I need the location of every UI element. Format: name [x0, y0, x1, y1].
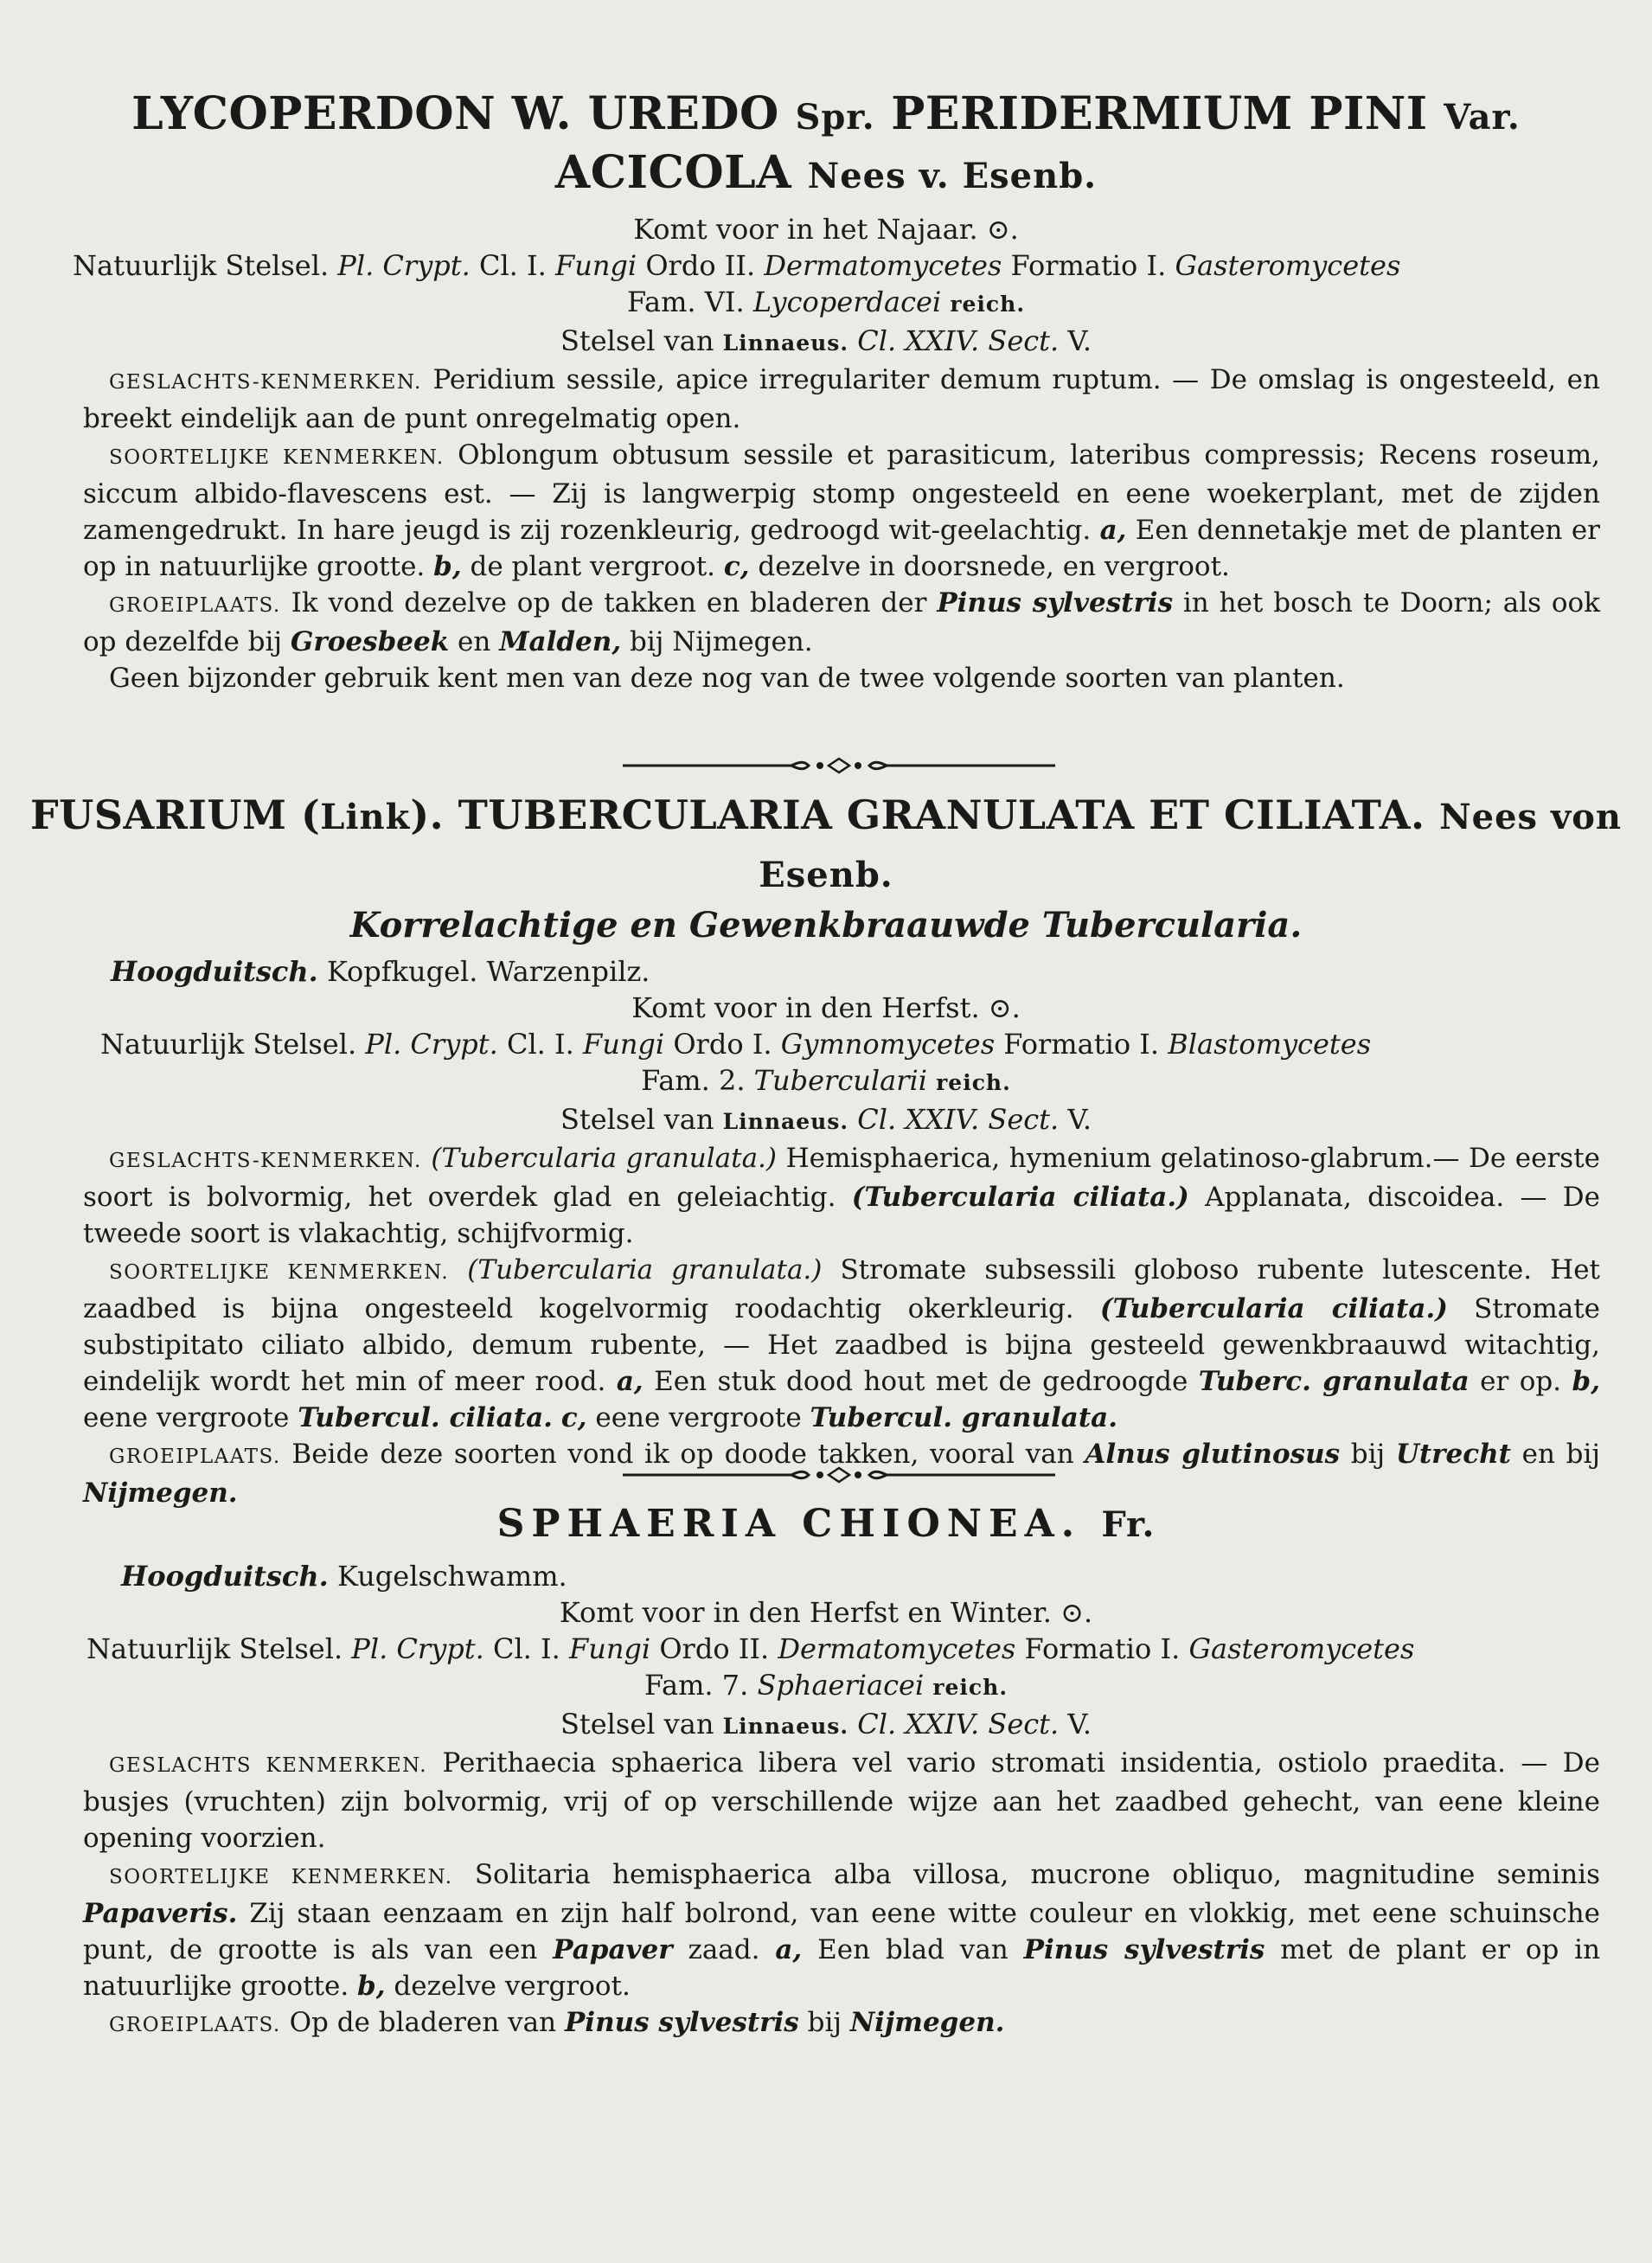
text: Een stuk dood hout met de gedroogde: [654, 1366, 1188, 1397]
text: Stromate subsessili globoso rubente lutescente. Het zaadbed is bijna ongesteeld kogelvormig roodachtig okerkleurig.: [83, 1254, 1601, 1324]
text: Cl. XXIV.: [857, 1103, 980, 1136]
text: Stromate substipitato ciliato albido, demum rubente, — Het zaadbed is bijna gesteeld gewenkbraauwd witachtig, eindelijk wordt het min of meer rood.: [83, 1293, 1600, 1397]
figure-letter: a,: [775, 1934, 803, 1965]
text: Sect.: [988, 324, 1060, 357]
label: SOORTELIJKE KENMERKEN.: [109, 1866, 453, 1888]
section-lycoperdon: [0, 87, 1652, 696]
title-author: Link: [320, 797, 411, 837]
species-name: Pinus sylvestris: [565, 2007, 799, 2038]
text: en bij: [1521, 1439, 1601, 1470]
title-author: Var.: [1444, 97, 1521, 138]
figure-letter: b,: [1572, 1366, 1601, 1397]
species-name: Papaveris.: [83, 1898, 238, 1929]
text: Fungi: [583, 1028, 665, 1061]
section2-family: [0, 1062, 1652, 1101]
section1-title-line1: [0, 87, 1652, 145]
text: bij: [1350, 1439, 1386, 1470]
ornament-icon: [623, 753, 1055, 779]
title-author: Nees von Esenb.: [759, 797, 1623, 895]
figure-letter: c,: [560, 1402, 587, 1433]
divider-ornament: [623, 753, 1055, 779]
text: Natuurlijk Stelsel.: [100, 1028, 357, 1061]
species-name: (Tubercularia ciliata.): [851, 1182, 1189, 1213]
text: bij: [807, 2007, 842, 2038]
text: Een blad van: [817, 1934, 1008, 1965]
title-text: ). TUBERCULARIA GRANULATA ET CILIATA.: [410, 792, 1425, 838]
section3-natural-system: [0, 1631, 1652, 1667]
section3-season: Komt voor in den Herfst en Winter. ⊙.: [559, 1596, 1093, 1629]
text: Natuurlijk Stelsel.: [73, 249, 330, 282]
section3-species-characteristics: [0, 1856, 1652, 2004]
text: Linnaeus.: [722, 1109, 849, 1134]
text: Sphaeriacei: [757, 1669, 925, 1702]
label: GESLACHTS KENMERKEN.: [109, 1754, 428, 1777]
text: Cl. XXIV.: [857, 1708, 980, 1741]
text: Fungi: [569, 1632, 651, 1665]
text: Tubercularii: [753, 1064, 927, 1097]
text: reich.: [932, 1675, 1008, 1700]
section2-title: [0, 787, 1652, 903]
species-name: Alnus glutinosus: [1085, 1439, 1341, 1470]
text: dezelve vergroot.: [394, 1971, 631, 2002]
text: reich.: [950, 292, 1026, 317]
section1-species-characteristics: [0, 437, 1652, 585]
text: Fam. 7.: [644, 1669, 749, 1702]
text: V.: [1067, 1708, 1092, 1741]
label: GROEIPLAATS.: [109, 2014, 281, 2036]
section3-german-name: [0, 1558, 1652, 1594]
text: Ordo II.: [659, 1632, 770, 1665]
text: Zij staan eenzaam en zijn half bolrond, van eene witte couleur en vlokkig, met eene schuinsche punt, de grootte is als van een: [83, 1898, 1600, 1965]
section1-natural-system: [0, 247, 1652, 284]
text: Fungi: [555, 249, 637, 282]
species-name: Pinus sylvestris: [937, 587, 1174, 619]
text: er op.: [1480, 1366, 1562, 1397]
text: bij Nijmegen.: [629, 626, 813, 657]
text: reich.: [936, 1070, 1011, 1095]
section2-genus-characteristics: [0, 1140, 1652, 1252]
section1-season: Komt voor in het Najaar. ⊙.: [633, 213, 1019, 246]
text: en: [458, 626, 491, 657]
place-name: Utrecht: [1395, 1439, 1511, 1470]
text: Cl. I.: [506, 1028, 574, 1061]
text: Cl. I.: [478, 249, 547, 282]
text: Pl. Crypt.: [351, 1632, 484, 1665]
section2-linnaeus: [0, 1101, 1652, 1140]
section3-family: [0, 1667, 1652, 1706]
text: Formatio I.: [1010, 249, 1167, 282]
section3-habitat: [0, 2004, 1652, 2043]
text: Linnaeus.: [722, 330, 849, 356]
text: V.: [1067, 1103, 1092, 1136]
title-author: Spr.: [795, 97, 875, 138]
label: GESLACHTS-KENMERKEN.: [109, 1150, 422, 1172]
species-name: Tubercul. granulata.: [810, 1402, 1118, 1433]
section1-genus-characteristics: [0, 362, 1652, 437]
text: Pl. Crypt.: [337, 249, 471, 282]
species-name: Tuberc. granulata: [1198, 1366, 1470, 1397]
section1-family: [0, 284, 1652, 323]
section1-title-line2: [0, 145, 1652, 204]
section-sphaeria: [0, 1497, 1652, 2043]
text: Natuurlijk Stelsel.: [86, 1632, 343, 1665]
title-author: Nees v. Esenb.: [807, 156, 1098, 196]
text: Beide deze soorten vond ik op doode takken, vooral van: [291, 1439, 1074, 1470]
section1-linnaeus: [0, 323, 1652, 362]
place-name: Nijmegen.: [849, 2007, 1005, 2038]
text: Fam. VI.: [626, 285, 745, 318]
place-name: Groesbeek: [290, 626, 450, 657]
label: Hoogduitsch.: [111, 955, 318, 988]
section-fusarium: [0, 787, 1652, 1511]
place-name: Malden,: [499, 626, 622, 657]
figure-letter: a,: [1099, 515, 1127, 546]
text: eene vergroote: [595, 1402, 802, 1433]
text: Kugelschwamm.: [336, 1560, 567, 1593]
title-text: PERIDERMIUM PINI: [891, 87, 1428, 140]
text: Lycoperdacei: [752, 285, 942, 318]
species-name: Papaver: [553, 1934, 673, 1965]
text: Dermatomycetes: [778, 1632, 1016, 1665]
text: Peridium sessile, apice irregulariter demum ruptum. — De omslag is ongesteeld, en breekt eindelijk aan de punt onregelmatig open.: [83, 364, 1600, 434]
text: Sect.: [988, 1708, 1060, 1741]
text: Solitaria hemisphaerica alba villosa, mucrone obliquo, magnitudine seminis: [474, 1859, 1600, 1890]
section2-species-characteristics: [0, 1252, 1652, 1436]
title-text: ACICOLA: [554, 146, 792, 199]
section1-use: Geen bijzonder gebruik kent men van deze nog van de twee volgende soorten van planten.: [109, 663, 1345, 694]
figure-letter: b,: [357, 1971, 386, 2002]
text: Een dennetakje met de planten er op in natuurlijke grootte.: [83, 515, 1601, 582]
section2-season: Komt voor in den Herfst. ⊙.: [631, 991, 1021, 1024]
figure-letter: b,: [433, 551, 462, 582]
text: de plant vergroot.: [470, 551, 716, 582]
text: Applanata, discoidea. — De tweede soort is vlakachtig, schijfvormig.: [83, 1182, 1601, 1249]
text: Formatio I.: [1003, 1028, 1160, 1061]
text: V.: [1067, 324, 1092, 357]
label: SOORTELIJKE KENMERKEN.: [109, 446, 445, 469]
title-text: FUSARIUM (: [29, 792, 321, 838]
species-name: Pinus sylvestris: [1023, 1934, 1265, 1965]
text: Dermatomycetes: [764, 249, 1002, 282]
text: met de plant er op in natuurlijke grootte.: [83, 1934, 1601, 2002]
species-name: (Tubercularia ciliata.): [1099, 1293, 1448, 1324]
text: Gymnomycetes: [780, 1028, 996, 1061]
text: dezelve in doorsnede, en vergroot.: [758, 551, 1230, 582]
text: Pl. Crypt.: [365, 1028, 498, 1061]
divider-ornament: [623, 1462, 1055, 1488]
figure-letter: a,: [616, 1366, 644, 1397]
section3-linnaeus: [0, 1706, 1652, 1745]
text: Gasteromycetes: [1188, 1632, 1415, 1665]
section1-habitat: [0, 585, 1652, 660]
section2-subtitle: Korrelachtige en Gewenkbraauwde Tubercularia.: [349, 905, 1303, 946]
text: Oblongum obtusum sessile et parasiticum, lateribus compressis; Recens roseum, siccum albido-flavescens est. — Zij is langwerpig stomp ongesteeld en eene woekerplant, met de zijden zamengedrukt. In hare jeugd is zij rozenkleurig, gedroogd wit-geelachtig.: [83, 439, 1600, 546]
section2-german-name: [0, 953, 1652, 990]
text: Stelsel van: [560, 324, 714, 357]
label: Hoogduitsch.: [121, 1560, 329, 1593]
text: Ordo I.: [673, 1028, 772, 1061]
title-author: Fr.: [1101, 1504, 1156, 1545]
label: GROEIPLAATS.: [109, 1446, 281, 1468]
section3-genus-characteristics: [0, 1745, 1652, 1856]
place-name: Nijmegen.: [83, 1478, 238, 1509]
text: Ordo II.: [645, 249, 756, 282]
text: eene vergroote: [83, 1402, 290, 1433]
label: SOORTELIJKE KENMERKEN.: [109, 1261, 450, 1284]
text: in het bosch te Doorn; als ook op dezelfde bij: [83, 587, 1601, 657]
title-text: LYCOPERDON W. UREDO: [131, 87, 779, 140]
figure-letter: c,: [723, 551, 750, 582]
label: GROEIPLAATS.: [109, 594, 281, 617]
text: Ik vond dezelve op de takken en bladeren der: [291, 587, 927, 619]
section3-title: [0, 1497, 1652, 1553]
ornament-icon: [623, 1462, 1055, 1488]
text: Kopfkugel. Warzenpilz.: [326, 955, 650, 988]
species-name: (Tubercularia granulata.): [467, 1254, 823, 1285]
text: Stelsel van: [560, 1103, 714, 1136]
title-text: SPHAERIA CHIONEA.: [496, 1502, 1082, 1546]
text: Stelsel van: [560, 1708, 714, 1741]
text: Op de bladeren van: [289, 2007, 557, 2038]
text: Perithaecia sphaerica libera vel vario stromati insidentia, ostiolo praedita. — De busjes (vruchten) zijn bolvormig, vrij of op verschillende wijze aan het zaadbed gehecht, van eene kleine opening voorzien.: [83, 1747, 1600, 1854]
text: Sect.: [988, 1103, 1060, 1136]
text: Gasteromycetes: [1175, 249, 1401, 282]
species-name: Tubercul. ciliata.: [298, 1402, 553, 1433]
section2-natural-system: [0, 1026, 1652, 1062]
species-name: (Tubercularia granulata.): [431, 1143, 778, 1174]
text: Hemisphaerica, hymenium gelatinoso-glabrum.— De eerste soort is bolvormig, het overdek glad en geleiachtig.: [83, 1143, 1601, 1213]
text: Linnaeus.: [722, 1714, 849, 1739]
label: GESLACHTS-KENMERKEN.: [109, 371, 422, 394]
text: Cl. I.: [492, 1632, 560, 1665]
text: Blastomycetes: [1168, 1028, 1372, 1061]
text: Fam. 2.: [641, 1064, 746, 1097]
text: Formatio I.: [1024, 1632, 1181, 1665]
text: Cl. XXIV.: [857, 324, 980, 357]
text: zaad.: [688, 1934, 760, 1965]
